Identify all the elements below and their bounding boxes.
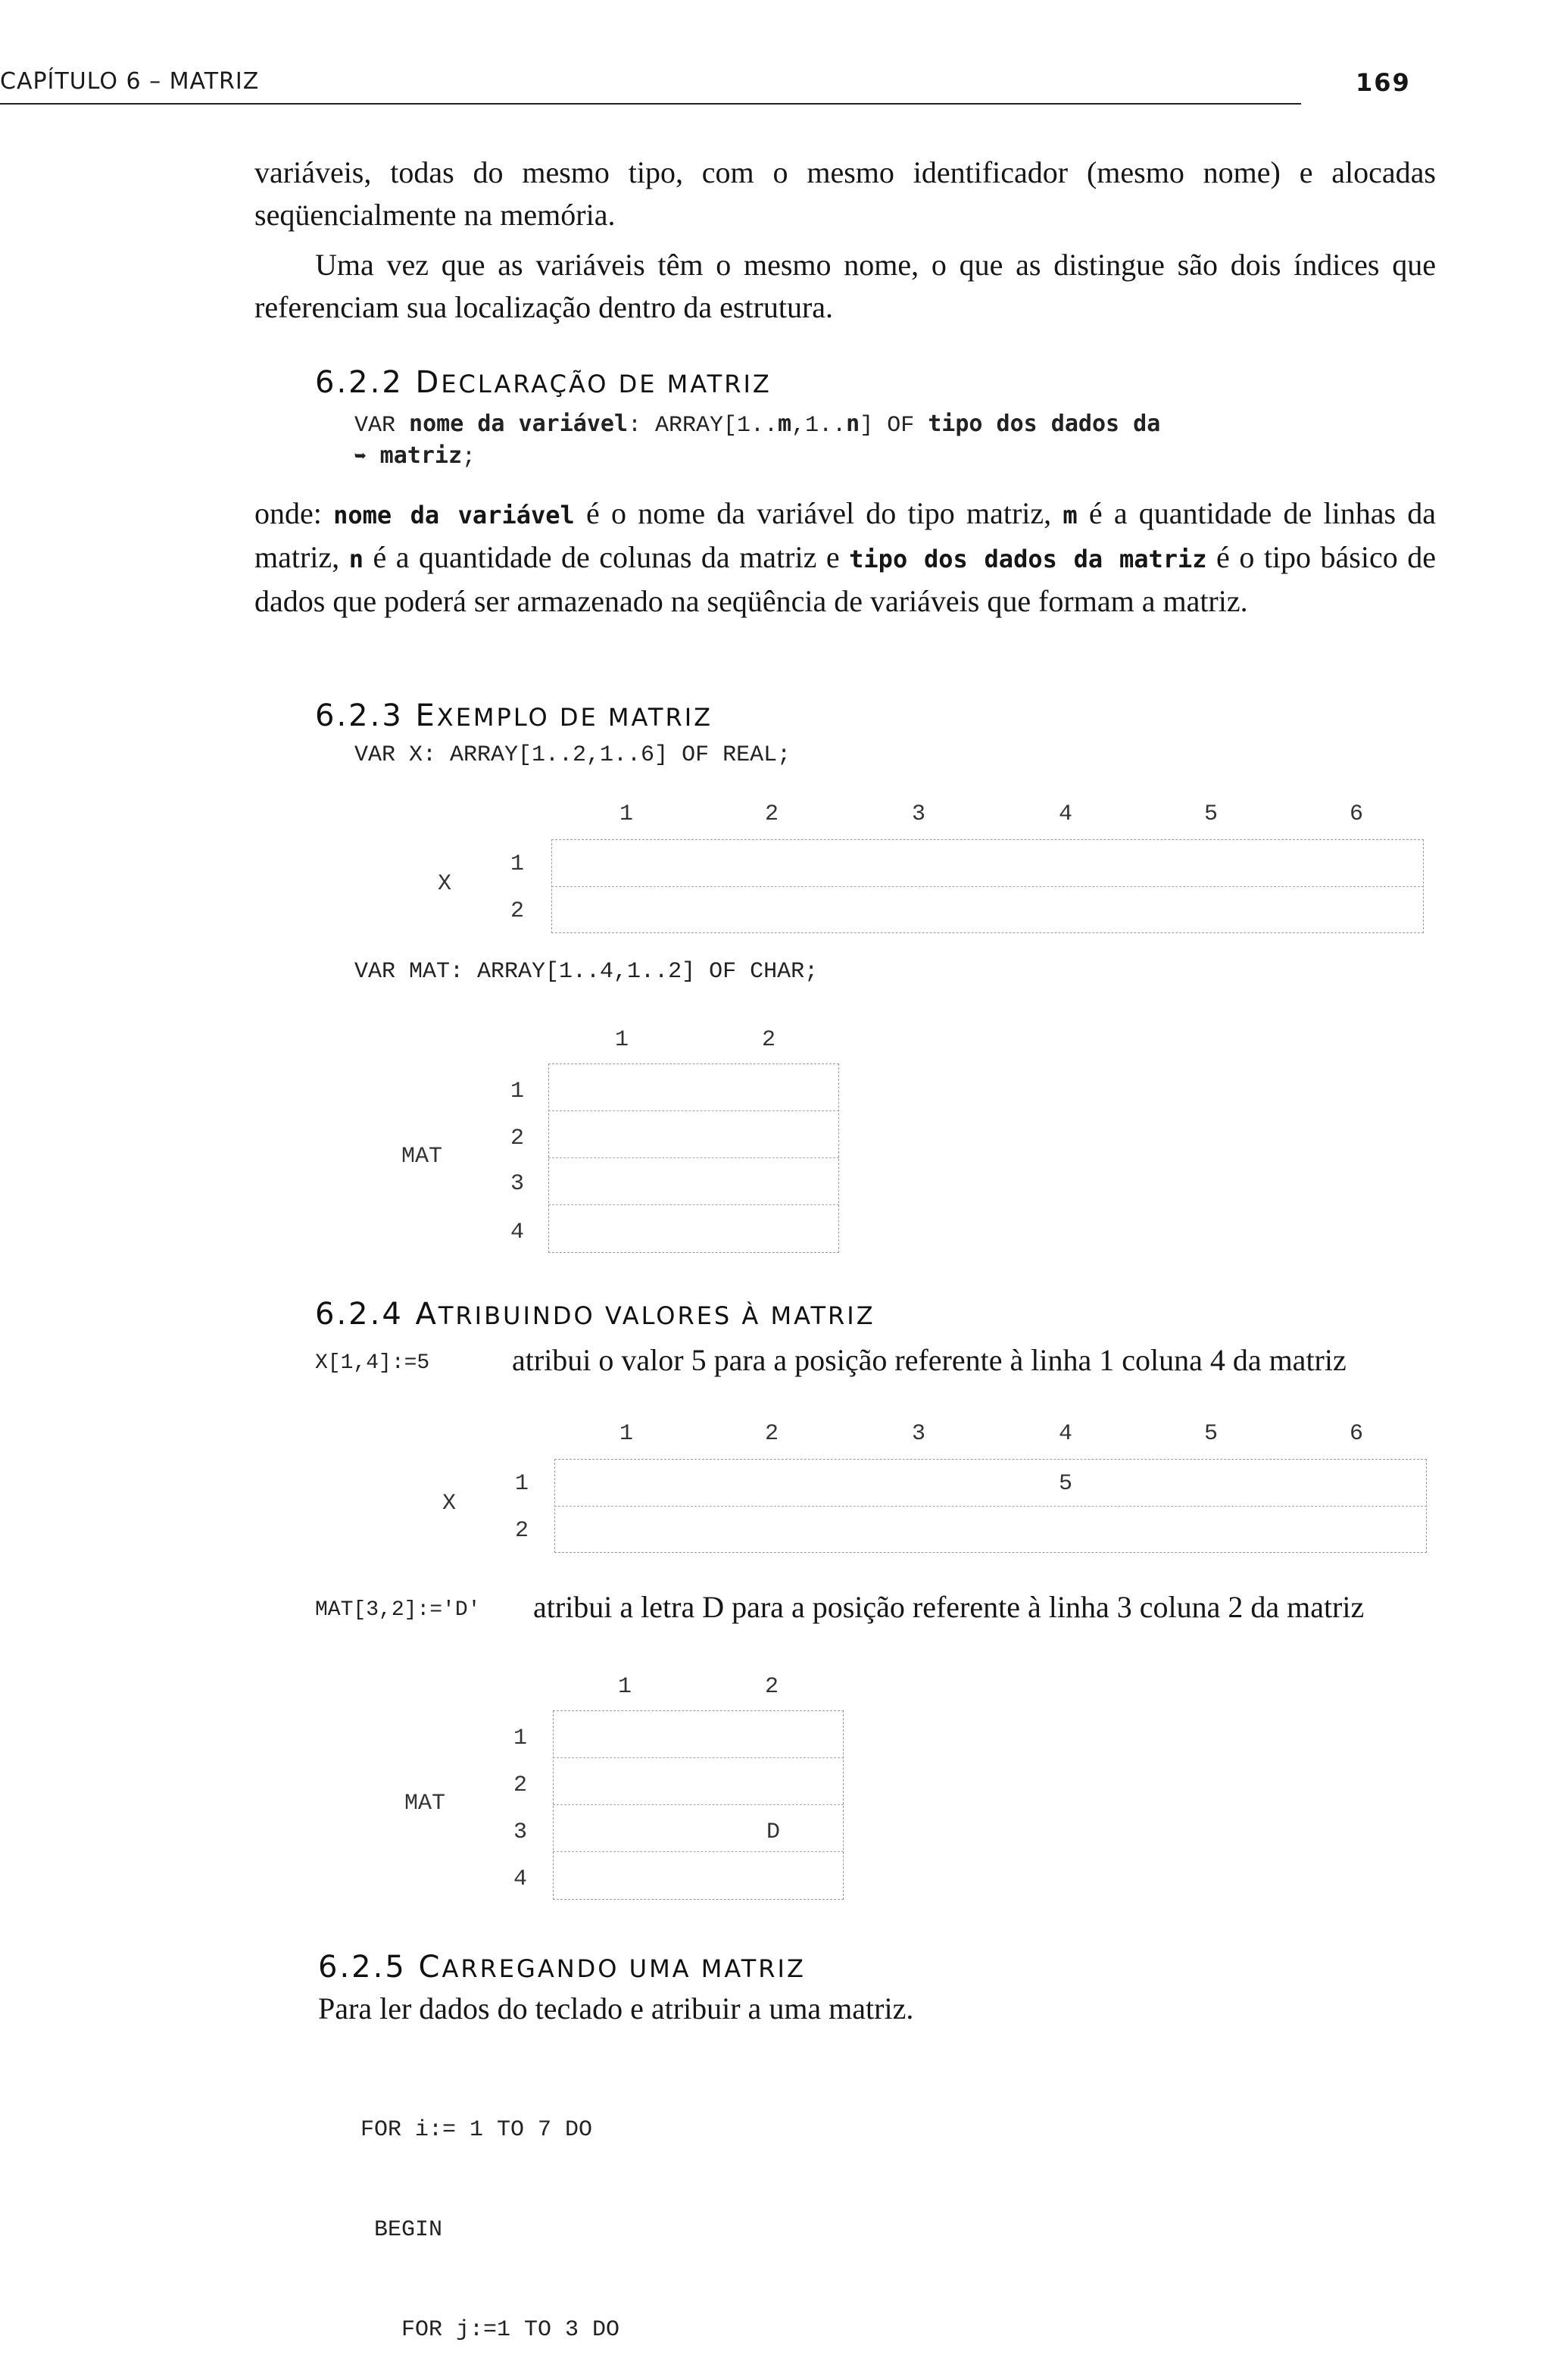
load-intro: Para ler dados do teclado e atribuir a uma matriz. xyxy=(318,1991,914,2025)
col-label: 5 xyxy=(1204,1421,1219,1447)
load-code xyxy=(360,2047,619,2380)
declaration-description: onde: nome da variável é o nome da variável do tipo matriz, m é a quantidade de linhas da matriz, n é a quantidade de colunas da matriz e tipo dos dados da matriz é o tipo básico de dados que poderá ser armazenado na seqüência de variáveis que formam a matriz. xyxy=(254,496,1437,618)
row-label: 3 xyxy=(510,1171,525,1197)
code-line: FOR j:=1 TO 3 DO xyxy=(360,2317,620,2343)
col-label: 2 xyxy=(762,1027,776,1053)
row-label: 1 xyxy=(513,1726,528,1751)
col-label: 5 xyxy=(1204,801,1219,827)
section-heading-623: 6.2.3 EXEMPLO DE MATRIZ xyxy=(315,698,713,733)
code-var-x: VAR X: ARRAY[1..2,1..6] OF REAL; xyxy=(354,742,791,768)
matrix-name-label: MAT xyxy=(404,1791,446,1816)
matrix-name-label: X xyxy=(442,1491,457,1516)
col-label: 1 xyxy=(619,801,634,827)
col-label: 3 xyxy=(912,1421,926,1447)
col-label: 6 xyxy=(1350,1421,1364,1447)
col-label: 1 xyxy=(619,1421,634,1447)
row-label: 4 xyxy=(513,1866,528,1892)
row-divider xyxy=(553,1757,844,1758)
row-divider xyxy=(553,1851,844,1852)
assign-code-mat: MAT[3,2]:='D' xyxy=(315,1598,481,1622)
section-heading-625: 6.2.5 CARREGANDO UMA MATRIZ xyxy=(318,1950,806,1985)
cell-value: 5 xyxy=(1059,1471,1073,1497)
assign-description-mat: atribui a letra D para a posição referente à linha 3 coluna 2 da matriz xyxy=(533,1590,1365,1624)
header-rule xyxy=(0,103,1301,105)
section-heading-624: 6.2.4 ATRIBUINDO VALORES À MATRIZ xyxy=(315,1297,875,1332)
matrix-mat-grid xyxy=(553,1710,844,1900)
col-label: 1 xyxy=(615,1027,629,1053)
cell-value: D xyxy=(766,1819,781,1845)
col-label: 3 xyxy=(912,801,926,827)
section-heading-622: 6.2.2 DECLARAÇÃO DE MATRIZ xyxy=(315,365,772,400)
col-label: 2 xyxy=(765,1421,779,1447)
row-divider xyxy=(548,1110,839,1111)
matrix-name-label: X xyxy=(438,871,452,897)
declaration-code-line-2: ➥ matriz; xyxy=(354,442,476,470)
col-label: 6 xyxy=(1350,801,1364,827)
col-label: 1 xyxy=(618,1674,632,1700)
row-label: 4 xyxy=(510,1220,525,1245)
page-number: 169 xyxy=(1356,68,1411,97)
code-var-mat: VAR MAT: ARRAY[1..4,1..2] OF CHAR; xyxy=(354,959,819,985)
row-divider xyxy=(548,1204,839,1205)
row-label: 1 xyxy=(510,851,525,877)
intro-paragraph-1: variáveis, todas do mesmo tipo, com o mesmo identificador (mesmo nome) e alocadas seqüencialmente na memória. xyxy=(254,155,1436,232)
row-label: 1 xyxy=(515,1471,529,1497)
row-divider xyxy=(551,886,1424,887)
col-label: 4 xyxy=(1059,1421,1073,1447)
code-line: FOR i:= 1 TO 7 DO xyxy=(360,2117,593,2143)
row-divider xyxy=(554,1506,1427,1507)
row-divider xyxy=(553,1804,844,1805)
row-label: 2 xyxy=(510,1126,525,1151)
row-label: 1 xyxy=(510,1079,525,1104)
continuation-arrow-icon: ➥ xyxy=(354,446,367,469)
row-divider xyxy=(548,1157,839,1158)
col-label: 4 xyxy=(1059,801,1073,827)
row-label: 2 xyxy=(515,1518,529,1544)
col-label: 2 xyxy=(765,801,779,827)
row-label: 2 xyxy=(510,898,525,924)
row-label: 2 xyxy=(513,1773,528,1798)
matrix-name-label: MAT xyxy=(401,1144,443,1170)
col-label: 2 xyxy=(765,1674,779,1700)
declaration-code-line-1: VAR nome da variável: ARRAY[1..m,1..n] OF tipo dos dados da xyxy=(354,411,1161,439)
row-label: 3 xyxy=(513,1819,528,1845)
code-line: BEGIN xyxy=(360,2217,443,2243)
intro-paragraph-2: Uma vez que as variáveis têm o mesmo nome, o que as distingue são dois índices que referenciam sua localização dentro da estrutura. xyxy=(254,248,1436,324)
matrix-mat-grid xyxy=(548,1064,839,1253)
chapter-header: CAPÍTULO 6 – MATRIZ xyxy=(0,68,260,95)
assign-code-x: X[1,4]:=5 xyxy=(315,1351,430,1375)
assign-description-x: atribui o valor 5 para a posição referente à linha 1 coluna 4 da matriz xyxy=(512,1343,1347,1377)
